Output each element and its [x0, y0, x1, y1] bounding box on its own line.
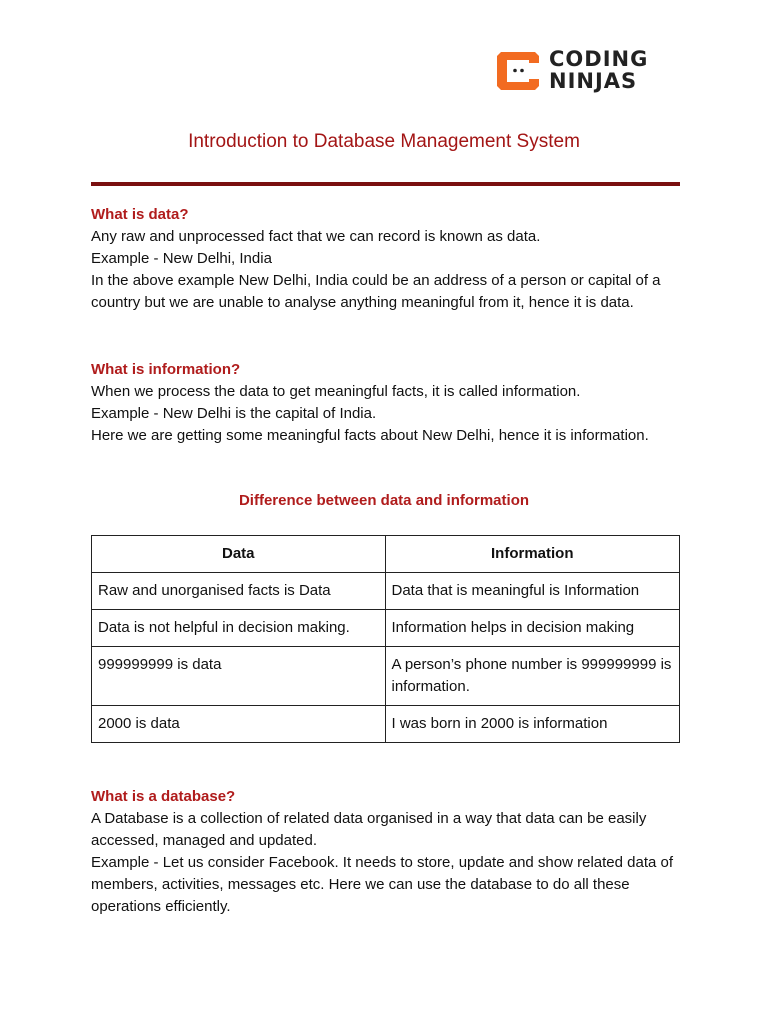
- section-what-is-a-database: [91, 786, 681, 918]
- paragraph: Example - New Delhi, India: [91, 250, 272, 267]
- logo-wordmark: [549, 48, 648, 92]
- paragraph: Example - New Delhi is the capital of India.: [91, 405, 377, 422]
- paragraph: In the above example New Delhi, India could be an address of a person or capital of a country but we are unable to analyse anything meaningful from it, hence it is data.: [91, 272, 661, 311]
- logo-line-2: NINJAS: [549, 69, 638, 93]
- table-cell: 999999999 is data: [92, 647, 386, 706]
- paragraph: Example - Let us consider Facebook. It needs to store, update and show related data of members, activities, messages etc. Here we can use the database to do all these operations efficiently.: [91, 854, 674, 915]
- table-row: [92, 610, 680, 647]
- table-cell: Raw and unorganised facts is Data: [92, 573, 386, 610]
- section-heading: What is data?: [91, 206, 189, 223]
- table-cell: Information helps in decision making: [385, 610, 680, 647]
- table-cell: I was born in 2000 is information: [385, 706, 680, 743]
- table-cell: A person’s phone number is 999999999 is information.: [385, 647, 680, 706]
- logo-line-1: CODING: [549, 47, 649, 71]
- table-header-row: [92, 536, 680, 573]
- ninja-logo-icon: [497, 52, 539, 90]
- coding-ninjas-logo: [497, 46, 677, 96]
- paragraph: Here we are getting some meaningful facts about New Delhi, hence it is information.: [91, 427, 649, 444]
- paragraph: When we process the data to get meaningful facts, it is called information.: [91, 383, 581, 400]
- section-what-is-data: [91, 204, 681, 314]
- paragraph: Any raw and unprocessed fact that we can record is known as data.: [91, 228, 541, 245]
- page-title: Introduction to Database Management System: [188, 131, 580, 152]
- column-header-data: Data: [92, 536, 386, 573]
- table-row: [92, 647, 680, 706]
- table-row: [92, 573, 680, 610]
- table-row: [92, 706, 680, 743]
- title-divider: [91, 182, 680, 186]
- table-cell: Data is not helpful in decision making.: [92, 610, 386, 647]
- difference-table: [91, 535, 680, 743]
- table-heading: Difference between data and information: [238, 492, 530, 509]
- section-heading: What is information?: [91, 361, 241, 378]
- section-what-is-information: [91, 359, 681, 447]
- section-heading: What is a database?: [91, 788, 236, 805]
- table-cell: Data that is meaningful is Information: [385, 573, 680, 610]
- paragraph: A Database is a collection of related data organised in a way that data can be easily accessed, managed and updated.: [91, 810, 647, 849]
- column-header-information: Information: [385, 536, 680, 573]
- table-cell: 2000 is data: [92, 706, 386, 743]
